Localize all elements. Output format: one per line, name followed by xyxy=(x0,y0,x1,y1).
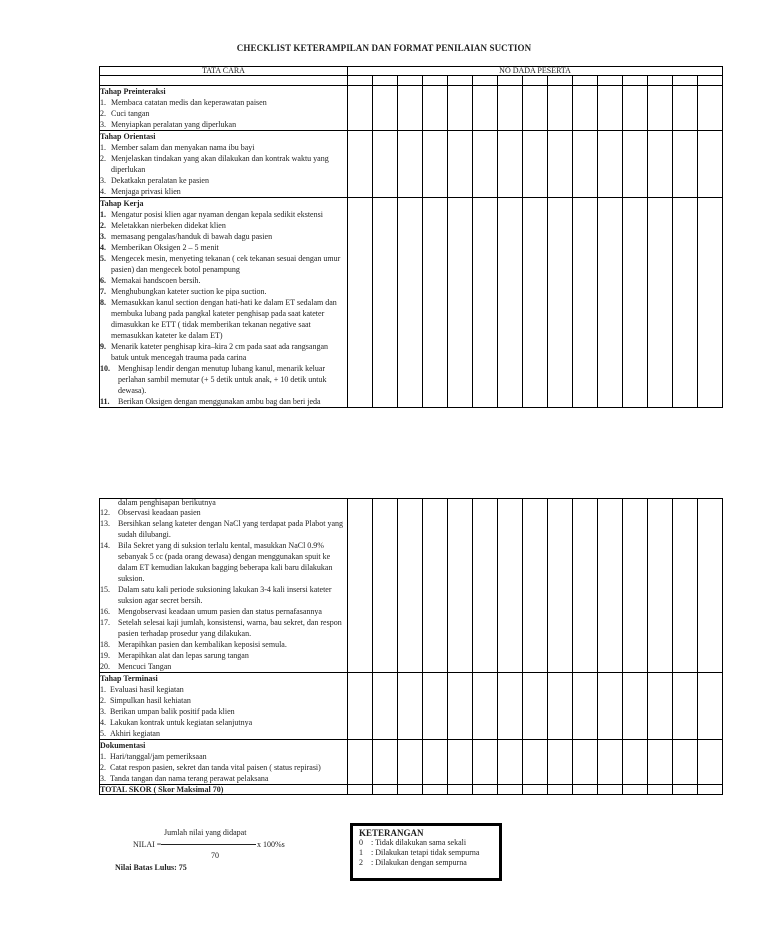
item-text: Bila Sekret yang di suksion terlalu kental, masukkan NaCl 0.9% sebanyak 5 cc (pada orang dewasa) dengan menggunakan spuit ke dalam ET kemudian lakukan bagging beberapa kali baru dilakukan suksion. xyxy=(118,541,333,583)
item-number: 1. xyxy=(100,98,106,107)
score-cell[interactable] xyxy=(623,198,648,408)
score-cell[interactable] xyxy=(573,740,598,785)
section-heading: Dokumentasi xyxy=(100,741,146,750)
list-item xyxy=(100,773,347,784)
list-item xyxy=(100,97,347,108)
item-number: 17. xyxy=(100,618,110,627)
item-number: 19. xyxy=(100,651,110,660)
score-cell[interactable] xyxy=(598,499,623,673)
score-cell[interactable] xyxy=(498,499,523,673)
score-cell[interactable] xyxy=(648,131,673,198)
section-dokumentasi xyxy=(100,740,723,785)
score-cell[interactable] xyxy=(523,499,548,673)
score-cell[interactable] xyxy=(523,131,548,198)
item-number: 2. xyxy=(100,221,106,230)
legend-box xyxy=(350,823,502,881)
item-number: 6. xyxy=(100,276,106,285)
item-text: Menarik kateter penghisap kira–kira 2 cm pada saat ada rangsangan batuk untuk mencegah trauma pada carina xyxy=(111,342,329,362)
formula-suffix: x 100%s xyxy=(257,840,285,849)
score-cell[interactable] xyxy=(473,740,498,785)
score-cell[interactable] xyxy=(573,785,598,795)
score-cell[interactable] xyxy=(573,198,598,408)
list-item xyxy=(100,209,347,220)
score-cell[interactable] xyxy=(423,499,448,673)
score-cell[interactable] xyxy=(348,499,373,673)
item-number: 4. xyxy=(100,718,106,727)
score-cell[interactable] xyxy=(498,86,523,131)
score-cell[interactable] xyxy=(648,740,673,785)
score-cell[interactable] xyxy=(448,86,473,131)
item-text: Observasi keadaan pasien xyxy=(118,508,201,517)
list-item xyxy=(100,253,347,275)
score-cell[interactable] xyxy=(698,785,723,795)
score-cell[interactable] xyxy=(598,673,623,740)
score-cell[interactable] xyxy=(373,740,398,785)
item-text: Member salam dan menyakan nama ibu bayi xyxy=(111,143,255,152)
score-cell[interactable] xyxy=(548,673,573,740)
item-number: 12. xyxy=(100,508,110,517)
score-cell[interactable] xyxy=(448,76,473,86)
item-number: 1. xyxy=(100,752,106,761)
item-text: Mengatur posisi klien agar nyaman dengan kepala sedikit ekstensi xyxy=(111,210,323,219)
score-cell[interactable] xyxy=(448,499,473,673)
list-item xyxy=(100,617,347,639)
score-cell[interactable] xyxy=(498,785,523,795)
participant-number-row xyxy=(100,76,723,86)
item-number: 5. xyxy=(100,254,106,263)
score-cell[interactable] xyxy=(698,198,723,408)
item-number: 3. xyxy=(100,774,106,783)
item-number: 5. xyxy=(100,729,106,738)
item-number: 2. xyxy=(100,696,106,705)
list-item xyxy=(100,684,347,695)
item-text: Catat respon pasien, sekret dan tanda vital paisen ( status repirasi) xyxy=(110,763,321,772)
score-cell[interactable] xyxy=(673,785,698,795)
score-cell[interactable] xyxy=(698,131,723,198)
score-cell[interactable] xyxy=(423,86,448,131)
score-cell[interactable] xyxy=(448,198,473,408)
score-cell[interactable] xyxy=(498,673,523,740)
score-cell[interactable] xyxy=(648,86,673,131)
score-cell[interactable] xyxy=(373,76,398,86)
item-number: 13. xyxy=(100,519,110,528)
table-header-row xyxy=(100,67,723,76)
score-cell[interactable] xyxy=(573,499,598,673)
score-cell[interactable] xyxy=(398,76,423,86)
score-cell[interactable] xyxy=(523,740,548,785)
list-item xyxy=(100,175,347,186)
score-cell[interactable] xyxy=(548,86,573,131)
list-item xyxy=(100,728,347,739)
score-cell[interactable] xyxy=(448,785,473,795)
legend-score: 0 xyxy=(359,838,363,847)
item-number: 10. xyxy=(100,364,110,373)
score-cell[interactable] xyxy=(473,499,498,673)
item-number: 8. xyxy=(100,298,106,307)
score-cell[interactable] xyxy=(373,499,398,673)
score-cell[interactable] xyxy=(673,86,698,131)
legend-description: : Tidak dilakukan sama sekali xyxy=(371,838,467,847)
list-item xyxy=(100,584,347,606)
score-cell[interactable] xyxy=(623,785,648,795)
legend-row xyxy=(359,838,495,848)
score-cell[interactable] xyxy=(398,673,423,740)
item-text: Memberikan Oksigen 2 – 5 menit xyxy=(111,243,219,252)
item-text: Cuci tangan xyxy=(111,109,150,118)
item-number: 20. xyxy=(100,662,110,671)
list-item xyxy=(100,706,347,717)
fraction-line xyxy=(161,844,256,845)
score-cell[interactable] xyxy=(423,785,448,795)
item-text: Bersihkan selang kateter dengan NaCl yang terdapat pada Plabot yang sudah dilubangi. xyxy=(118,519,344,539)
score-cell[interactable] xyxy=(398,740,423,785)
item-text: Menghisap lendir dengan menutup lubang kanul, menarik keluar perlahan sambil memutar (+ 5 detik untuk anak, + 10 detik untuk dewasa). xyxy=(118,364,327,395)
score-cell[interactable] xyxy=(498,76,523,86)
section-heading: Tahap Kerja xyxy=(100,199,144,208)
score-cell[interactable] xyxy=(598,76,623,86)
legend-description: : Dilakukan tetapi tidak sempurna xyxy=(371,848,480,857)
list-item xyxy=(100,661,347,672)
score-cell[interactable] xyxy=(523,673,548,740)
score-cell[interactable] xyxy=(348,673,373,740)
score-cell[interactable] xyxy=(498,198,523,408)
score-cell[interactable] xyxy=(423,198,448,408)
score-cell[interactable] xyxy=(473,198,498,408)
score-cell[interactable] xyxy=(648,76,673,86)
score-cell[interactable] xyxy=(598,131,623,198)
score-cell[interactable] xyxy=(448,131,473,198)
item-text: Akhiri kegiatan xyxy=(110,729,160,738)
score-cell[interactable] xyxy=(598,86,623,131)
score-cell[interactable] xyxy=(598,785,623,795)
item-number: 7. xyxy=(100,287,106,296)
score-cell[interactable] xyxy=(348,86,373,131)
item-text: Menghubungkan kateter suction ke pipa suction. xyxy=(111,287,267,296)
score-cell[interactable] xyxy=(548,76,573,86)
item-text: Membaca catatan medis dan keperawatan paisen xyxy=(111,98,267,107)
item-text: Simpulkan hasil kehiatan xyxy=(110,696,191,705)
item-number: 2. xyxy=(100,763,106,772)
score-cell[interactable] xyxy=(623,86,648,131)
section-orientasi xyxy=(100,131,723,198)
score-cell[interactable] xyxy=(523,76,548,86)
score-cell[interactable] xyxy=(623,76,648,86)
section-preinteraksi xyxy=(100,86,723,131)
section-kerja xyxy=(100,198,723,408)
list-item xyxy=(100,363,347,396)
list-item xyxy=(100,751,347,762)
score-cell[interactable] xyxy=(373,785,398,795)
item-text: Mengecek mesin, menyeting tekanan ( cek tekanan sesuai dengan umur pasien) dan mengecek botol penampung xyxy=(111,254,341,274)
score-cell[interactable] xyxy=(598,740,623,785)
item-number: 4. xyxy=(100,187,106,196)
score-cell[interactable] xyxy=(523,198,548,408)
list-item xyxy=(100,186,347,197)
item-number: 4. xyxy=(100,243,106,252)
score-cell[interactable] xyxy=(623,499,648,673)
score-cell[interactable] xyxy=(348,76,373,86)
score-cell[interactable] xyxy=(373,86,398,131)
score-cell[interactable] xyxy=(398,86,423,131)
item-number: 3. xyxy=(100,707,106,716)
item-number: 9. xyxy=(100,342,106,351)
item-text: Meletakkan nierbeken didekat klien xyxy=(111,221,226,230)
section-terminasi xyxy=(100,673,723,740)
list-item xyxy=(100,153,347,175)
score-cell[interactable] xyxy=(448,740,473,785)
item-text: Mengobservasi keadaan umum pasien dan status pernafasannya xyxy=(118,607,322,616)
list-item xyxy=(100,695,347,706)
list-item xyxy=(100,717,347,728)
item-number: 3. xyxy=(100,176,106,185)
item-text: Memasukkan kanul section dengan hati-hati ke dalam ET sedalam dan membuka lubang pada pangkal kateter penghisap pada saat kateter dimasukkan ke ETT ( tidak memberikan tekanan negative saat memasukkan kateter ke dalam ET) xyxy=(111,298,337,340)
list-item xyxy=(100,639,347,650)
score-cell[interactable] xyxy=(673,198,698,408)
checklist-table-page-1 xyxy=(99,66,723,408)
formula-numerator: Jumlah nilai yang didapat xyxy=(164,828,247,837)
header-no-peserta: NO DADA PESERTA xyxy=(348,67,723,76)
score-cell[interactable] xyxy=(473,76,498,86)
score-cell[interactable] xyxy=(523,86,548,131)
item-text: Lakukan kontrak untuk kegiatan selanjutnya xyxy=(110,718,253,727)
item-number: 11. xyxy=(100,397,110,406)
total-score-row xyxy=(100,785,723,795)
item-text: Menyiapkan peralatan yang diperlukan xyxy=(111,120,237,129)
score-cell[interactable] xyxy=(623,673,648,740)
continued-text: dalam penghisapan berikutnya xyxy=(118,498,216,507)
score-cell[interactable] xyxy=(698,499,723,673)
score-cell[interactable] xyxy=(673,131,698,198)
list-item xyxy=(100,540,347,584)
score-cell[interactable] xyxy=(348,740,373,785)
score-cell[interactable] xyxy=(398,198,423,408)
score-cell[interactable] xyxy=(648,673,673,740)
list-item xyxy=(100,108,347,119)
item-text: Setelah selesai kaji jumlah, konsistensi, warna, bau sekret, dan respon pasien terhadap prosedur yang dilakukan. xyxy=(118,618,342,638)
legend-heading: KETERANGAN xyxy=(359,828,424,838)
legend-row xyxy=(359,858,495,868)
score-cell[interactable] xyxy=(448,673,473,740)
score-cell[interactable] xyxy=(373,198,398,408)
score-cell[interactable] xyxy=(548,198,573,408)
section-kerja-continued xyxy=(100,499,723,673)
item-text: Dalam satu kali periode suksioning lakukan 3-4 kali insersi kateter suksion agar secret bersih. xyxy=(118,585,332,605)
list-item xyxy=(100,606,347,617)
section-heading: Tahap Orientasi xyxy=(100,132,156,141)
legend-description: : Dilakukan dengan sempurna xyxy=(371,858,467,867)
list-item xyxy=(100,231,347,242)
item-text: Berikan umpan balik positif pada klien xyxy=(110,707,235,716)
score-cell[interactable] xyxy=(498,740,523,785)
pass-threshold: Nilai Batas Lulus: 75 xyxy=(115,863,187,872)
formula-denominator: 70 xyxy=(211,851,219,860)
score-cell[interactable] xyxy=(673,76,698,86)
list-item xyxy=(100,341,347,363)
score-cell[interactable] xyxy=(548,785,573,795)
item-text: Merapihkan alat dan lepas sarung tangan xyxy=(118,651,249,660)
score-cell[interactable] xyxy=(548,131,573,198)
score-cell[interactable] xyxy=(473,785,498,795)
score-cell[interactable] xyxy=(598,198,623,408)
score-cell[interactable] xyxy=(373,131,398,198)
list-item xyxy=(100,650,347,661)
list-item xyxy=(100,762,347,773)
score-cell[interactable] xyxy=(473,673,498,740)
total-score-label: TOTAL SKOR ( Skor Maksimal 70) xyxy=(100,785,348,795)
score-cell[interactable] xyxy=(573,131,598,198)
score-cell[interactable] xyxy=(398,785,423,795)
score-cell[interactable] xyxy=(473,86,498,131)
score-cell[interactable] xyxy=(348,131,373,198)
list-item xyxy=(100,396,347,407)
list-item xyxy=(100,142,347,153)
item-number: 1. xyxy=(100,685,106,694)
item-number: 18. xyxy=(100,640,110,649)
score-cell[interactable] xyxy=(373,673,398,740)
score-cell[interactable] xyxy=(648,785,673,795)
legend-score: 1 xyxy=(359,848,363,857)
score-cell[interactable] xyxy=(498,131,523,198)
list-item xyxy=(100,275,347,286)
score-cell[interactable] xyxy=(673,740,698,785)
score-cell[interactable] xyxy=(423,740,448,785)
list-item xyxy=(100,297,347,341)
item-text: Menjaga privasi klien xyxy=(111,187,181,196)
section-heading: Tahap Preinteraksi xyxy=(100,87,166,96)
list-item xyxy=(100,507,347,518)
item-number: 2. xyxy=(100,154,106,163)
document-title: CHECKLIST KETERAMPILAN DAN FORMAT PENILAIAN SUCTION xyxy=(236,43,532,53)
score-cell[interactable] xyxy=(648,499,673,673)
legend-row xyxy=(359,848,495,858)
item-text: Tanda tangan dan nama terang perawat pelaksana xyxy=(110,774,269,783)
item-text: Hari/tanggal/jam pemeriksaan xyxy=(110,752,207,761)
score-cell[interactable] xyxy=(623,740,648,785)
score-cell[interactable] xyxy=(398,499,423,673)
legend-score: 2 xyxy=(359,858,363,867)
score-cell[interactable] xyxy=(423,76,448,86)
score-cell[interactable] xyxy=(548,499,573,673)
header-tata-cara: TATA CARA xyxy=(100,67,348,76)
item-text: memasang pengalas/handuk di bawah dagu pasien xyxy=(111,232,273,241)
score-cell[interactable] xyxy=(423,673,448,740)
list-item xyxy=(100,119,347,130)
score-cell[interactable] xyxy=(623,131,648,198)
score-cell[interactable] xyxy=(673,673,698,740)
item-text: Memakai handscoen bersih. xyxy=(111,276,201,285)
score-cell[interactable] xyxy=(648,198,673,408)
list-item xyxy=(100,286,347,297)
score-cell[interactable] xyxy=(673,499,698,673)
checklist-table-page-2 xyxy=(99,498,723,795)
score-cell[interactable] xyxy=(573,76,598,86)
item-number: 1. xyxy=(100,143,106,152)
item-text: Berikan Oksigen dengan menggunakan ambu bag dan beri jeda xyxy=(118,397,321,406)
list-item xyxy=(100,518,347,540)
item-number: 2. xyxy=(100,109,106,118)
score-cell[interactable] xyxy=(698,673,723,740)
item-number: 3. xyxy=(100,120,106,129)
formula-label: NILAI = xyxy=(133,840,162,849)
list-item xyxy=(100,242,347,253)
score-cell[interactable] xyxy=(348,198,373,408)
score-cell[interactable] xyxy=(698,86,723,131)
score-cell[interactable] xyxy=(698,740,723,785)
score-cell[interactable] xyxy=(573,673,598,740)
item-text: Merapihkan pasien dan kembalikan keposisi semula. xyxy=(118,640,287,649)
item-text: Mencuci Tangan xyxy=(118,662,172,671)
score-cell[interactable] xyxy=(573,86,598,131)
item-number: 16. xyxy=(100,607,110,616)
score-cell[interactable] xyxy=(423,131,448,198)
item-number: 15. xyxy=(100,585,110,594)
score-cell[interactable] xyxy=(523,785,548,795)
item-number: 14. xyxy=(100,541,110,550)
score-cell[interactable] xyxy=(398,131,423,198)
item-text: Dekatkakn peralatan ke pasien xyxy=(111,176,209,185)
score-cell[interactable] xyxy=(698,76,723,86)
item-text: Evaluasi hasil kegiatan xyxy=(110,685,184,694)
item-text: Menjelaskan tindakan yang akan dilakukan dan kontrak waktu yang diperlukan xyxy=(111,154,329,174)
list-item xyxy=(100,220,347,231)
section-heading: Tahap Terminasi xyxy=(100,674,158,683)
score-cell[interactable] xyxy=(473,131,498,198)
item-number: 3. xyxy=(100,232,106,241)
score-cell[interactable] xyxy=(548,740,573,785)
score-cell[interactable] xyxy=(348,785,373,795)
item-number: 1. xyxy=(100,210,106,219)
